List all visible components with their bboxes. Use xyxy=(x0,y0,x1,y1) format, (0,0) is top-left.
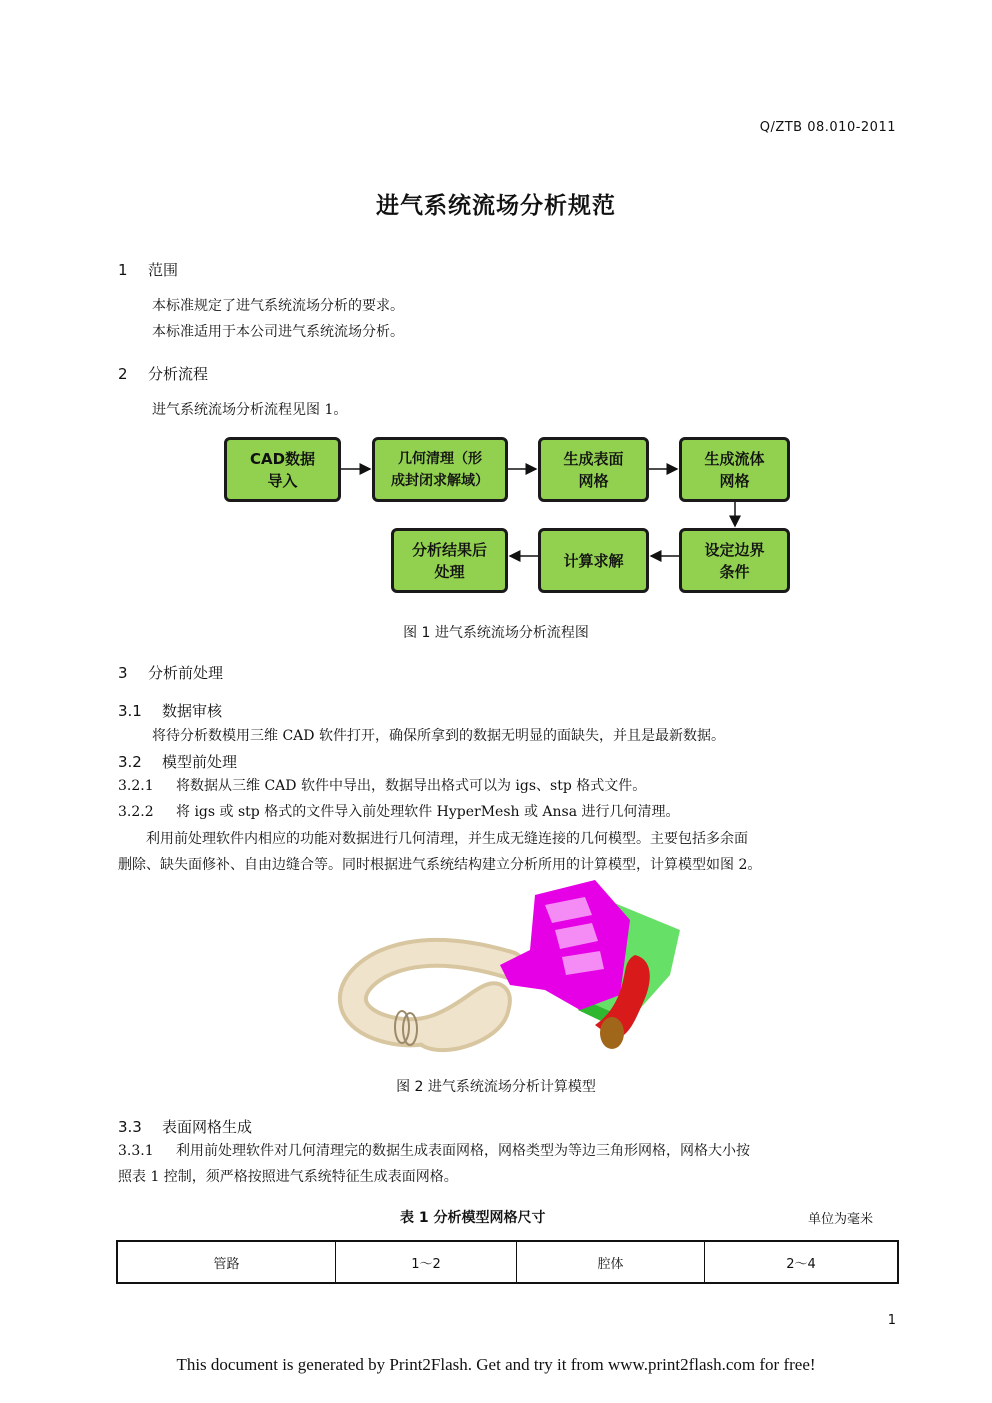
flow-box-boundary-conditions: 设定边界 条件 xyxy=(679,528,790,593)
table-1-unit: 单位为毫米 xyxy=(808,1212,874,1227)
table-cell: 腔体 xyxy=(517,1241,705,1283)
section-2-heading: 2 分析流程 xyxy=(118,365,209,383)
figure-1-caption: 图 1 进气系统流场分析流程图 xyxy=(403,625,589,641)
flow-box-surface-mesh: 生成表面 网格 xyxy=(538,437,649,502)
flow-box-post-processing: 分析结果后 处理 xyxy=(391,528,508,593)
section-1-heading: 1 范围 xyxy=(118,261,179,279)
print2flash-footer: This document is generated by Print2Flash. Get and try it from www.print2flash.com for free! xyxy=(176,1355,816,1374)
table-row xyxy=(117,1241,898,1283)
section-3-heading: 3 分析前处理 xyxy=(118,664,224,682)
table-cell: 2～4 xyxy=(705,1241,899,1283)
flow-box-solve: 计算求解 xyxy=(538,528,649,593)
section-3-1-heading: 3.1 数据审核 xyxy=(118,702,223,720)
flow-box-cad-import: CAD数据 导入 xyxy=(224,437,341,502)
table-cell: 1～2 xyxy=(336,1241,517,1283)
section-2-intro: 进气系统流场分析流程见图 1。 xyxy=(152,402,348,418)
section-3-2-2-para-line-1: 利用前处理软件内相应的功能对数据进行几何清理，并生成无缝连接的几何模型。主要包括多余面 xyxy=(146,831,748,847)
standard-number: Q/ZTB 08.010-2011 xyxy=(759,120,896,135)
figure-2-caption: 图 2 进气系统流场分析计算模型 xyxy=(396,1079,596,1095)
section-1-line-1: 本标准规定了进气系统流场分析的要求。 xyxy=(152,298,404,314)
section-1-line-2: 本标准适用于本公司进气系统流场分析。 xyxy=(152,324,404,340)
section-3-1-text: 将待分析数模用三维 CAD 软件打开，确保所拿到的数据无明显的面缺失，并且是最新数据。 xyxy=(152,728,725,744)
section-3-3-1-line-1: 3.3.1 利用前处理软件对几何清理完的数据生成表面网格，网格类型为等边三角形网格，网格大小按 xyxy=(118,1143,750,1159)
mesh-size-table xyxy=(116,1240,899,1284)
table-1-caption: 表 1 分析模型网格尺寸 xyxy=(400,1210,546,1226)
intake-system-model-image xyxy=(330,875,690,1065)
flow-box-geometry-cleanup: 几何清理（形 成封闭求解域） xyxy=(372,437,508,502)
flow-box-fluid-mesh: 生成流体 网格 xyxy=(679,437,790,502)
page-number: 1 xyxy=(887,1313,896,1328)
section-3-2-1-text: 3.2.1 将数据从三维 CAD 软件中导出，数据导出格式可以为 igs、stp 格式文件。 xyxy=(118,778,647,794)
section-3-3-heading: 3.3 表面网格生成 xyxy=(118,1118,253,1136)
section-3-3-1-line-2: 照表 1 控制，须严格按照进气系统特征生成表面网格。 xyxy=(118,1169,458,1185)
section-3-2-heading: 3.2 模型前处理 xyxy=(118,753,238,771)
table-cell: 管路 xyxy=(117,1241,336,1283)
section-3-2-2-text: 3.2.2 将 igs 或 stp 格式的文件导入前处理软件 HyperMesh 或 Ansa 进行几何清理。 xyxy=(118,804,680,820)
document-title: 进气系统流场分析规范 xyxy=(376,193,616,219)
section-3-2-2-para-line-2: 删除、缺失面修补、自由边缝合等。同时根据进气系统结构建立分析所用的计算模型，计算模型如图 2。 xyxy=(118,857,762,873)
flowchart-arrows xyxy=(0,0,992,620)
